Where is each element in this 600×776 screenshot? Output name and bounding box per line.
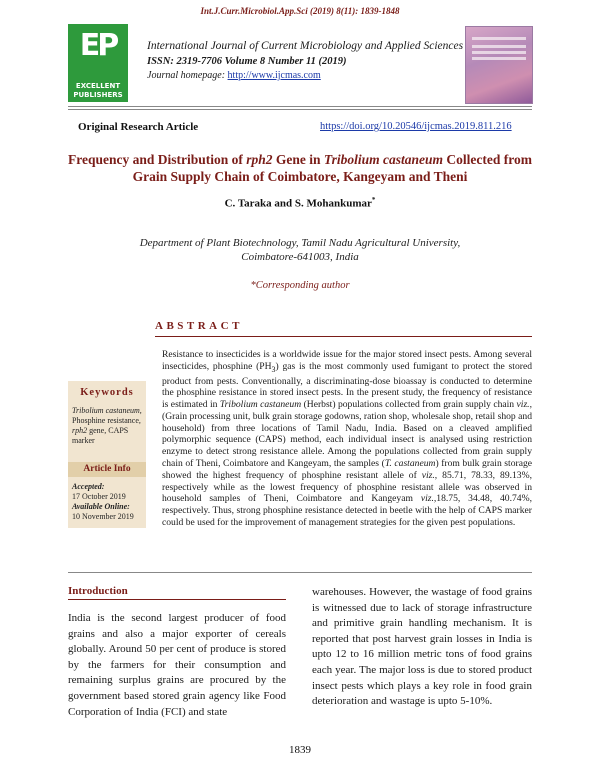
accepted-label: Accepted: [72, 482, 105, 491]
introduction-left-column: India is the second largest producer of food grains and also a major exporter of cereals globally. Around 50 per cent of produce is stored by the farmers for their consumption and remaining surplus grains are procured by the government based stored grain agency like Food Corporation of India (FCI) and state [68, 612, 286, 718]
article-dates [72, 482, 146, 522]
header-divider [68, 109, 532, 110]
abstract-heading: ABSTRACT [155, 320, 243, 332]
doi-link[interactable]: https://doi.org/10.20546/ijcmas.2019.811.216 [320, 121, 512, 132]
publisher-logo [68, 24, 128, 102]
online-date: 10 November 2019 [72, 512, 134, 521]
homepage-link[interactable]: http://www.ijcmas.com [227, 70, 321, 81]
journal-title: International Journal of Current Microbiology and Applied Sciences [147, 40, 464, 52]
homepage-label: Journal homepage: [147, 70, 228, 81]
logo-letters: EP [79, 28, 117, 63]
authors: C. Taraka and S. Mohankumar* [224, 196, 376, 210]
corresponding-author: *Corresponding author [250, 280, 350, 291]
keywords-sidebar [68, 381, 146, 528]
accepted-date: 17 October 2019 [72, 492, 126, 501]
logo-text-line1: EXCELLENT [75, 82, 121, 90]
article-type: Original Research Article [78, 121, 199, 133]
keywords-list: Tribolium castaneum, Phosphine resistance, rph2 gene, CAPS marker [72, 406, 142, 445]
keywords-heading: Keywords [80, 387, 134, 398]
page-number: 1839 [289, 744, 311, 756]
logo-text-line2: PUBLISHERS [73, 91, 123, 99]
introduction-heading: Introduction [68, 585, 128, 597]
abstract-divider [155, 336, 532, 337]
journal-homepage [147, 70, 321, 81]
affiliation: Department of Plant Biotechnology, Tamil Nadu Agricultural University, Coimbatore-641003, India [139, 237, 461, 263]
article-title: Frequency and Distribution of rph2 Gene in Tribolium castaneum Collected from Grain Supply Chain of Coimbatore, Kangeyam and Theni [67, 152, 533, 184]
journal-reference: Int.J.Curr.Microbiol.App.Sci (2019) 8(11): 1839-1848 [200, 6, 400, 16]
section-divider [68, 572, 532, 573]
introduction-divider [68, 599, 286, 600]
article-info-heading: Article Info [68, 462, 146, 477]
journal-cover-image [465, 26, 533, 104]
header-divider [68, 106, 532, 107]
online-label: Available Online: [72, 502, 130, 511]
author-mark: * [371, 196, 376, 204]
abstract-text: Resistance to insecticides is a worldwide issue for the major stored insect pests. Among several insecticides, phosphine $(PH_3)$ gas is the most commonly used fumigant to protect the stored product from pests. Conventionally, a discriminating-dose bioassay is conducted to determine the phosphine resistance in stored insect pests. In the present study, the frequency of resistance is estimated in Tribolium castaneum (Herbst) populations collected from grain supply chain viz., (Grain processing unit, bulk grain storage godowns, ration shop, wholesale shop, retail shop and household) from three locations of Tamil Nadu, India. Based on a cleaved amplified polymorphic sequence (CAPS) method, each individual insect is analysed using restriction enzyme to detect strong resistance allele. Among the populations collected from grain supply chain of Theni, Coimbatore and Kangeyam, the samples (T. castaneum) from bulk grain storage showed the highest frequency of phosphine resistant allele of viz., 85.71, 78.33, 89.13%, respectively while as the lowest frequency of phosphine resistant allele was observed in household samples of Theni, Coimbatore and Kangeyam viz.,18.75, 34.48, 40.74%, respectively. Thus, strong phosphine resistance detected in beetle with the help of CAPS marker could be used for the improvement of management strategies for the given pest populations. [162, 349, 533, 529]
issn-volume: ISSN: 2319-7706 Volume 8 Number 11 (2019) [147, 56, 347, 67]
introduction-right-column: warehouses. However, the wastage of food grains is witnessed due to lack of storage infrastructure and primitive grain handling mechanism. It is reported that post harvest grain losses in India is upto 12 to 16 million metric tons of food grains each year. The major loss is due to stored product insect pests which plays a key role in food grain deterioration and wastage is upto 5-10%. [312, 586, 532, 708]
